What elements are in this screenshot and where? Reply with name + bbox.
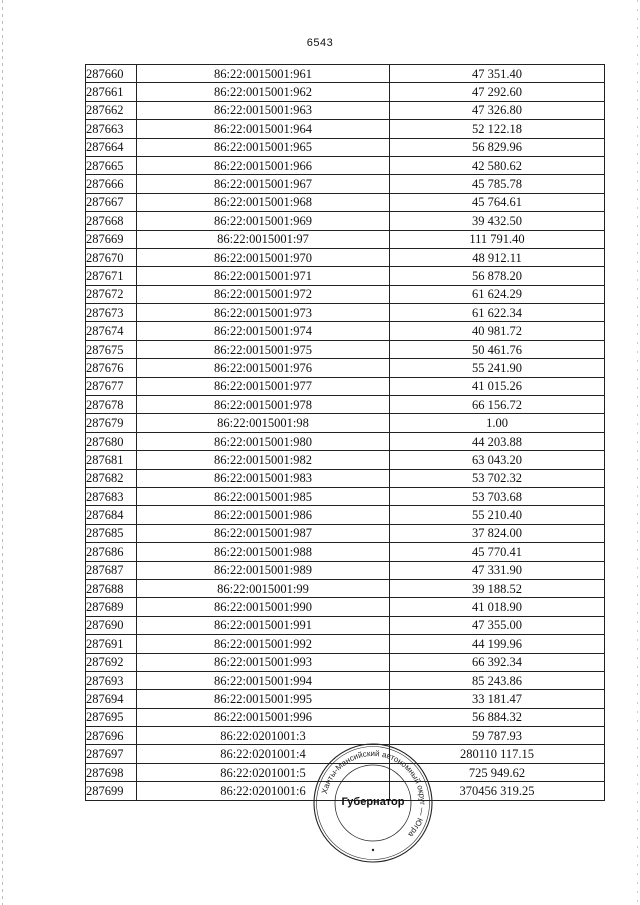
- row-number-cell: 287696: [86, 727, 137, 745]
- scan-edge-left: [2, 0, 3, 905]
- row-number-cell: 287674: [86, 322, 137, 340]
- value-cell: 48 912.11: [390, 248, 605, 266]
- value-cell: 42 580.62: [390, 156, 605, 174]
- row-number-cell: 287699: [86, 782, 137, 800]
- cadastral-number-cell: 86:22:0201001:4: [137, 745, 390, 763]
- value-cell: 44 199.96: [390, 635, 605, 653]
- cadastral-number-cell: 86:22:0015001:99: [137, 579, 390, 597]
- row-number-cell: 287689: [86, 598, 137, 616]
- value-cell: 47 326.80: [390, 101, 605, 119]
- value-cell: 85 243.86: [390, 671, 605, 689]
- value-cell: 111 791.40: [390, 230, 605, 248]
- cadastral-number-cell: 86:22:0015001:971: [137, 267, 390, 285]
- cadastral-number-cell: 86:22:0015001:973: [137, 304, 390, 322]
- table-row: [86, 322, 605, 340]
- row-number-cell: 287685: [86, 524, 137, 542]
- table-row: [86, 561, 605, 579]
- table-row: [86, 377, 605, 395]
- row-number-cell: 287666: [86, 175, 137, 193]
- value-cell: 725 949.62: [390, 763, 605, 781]
- cadastral-number-cell: 86:22:0015001:995: [137, 690, 390, 708]
- table-row: [86, 267, 605, 285]
- table-row: [86, 396, 605, 414]
- table-row: [86, 156, 605, 174]
- cadastral-number-cell: 86:22:0015001:982: [137, 451, 390, 469]
- row-number-cell: 287669: [86, 230, 137, 248]
- value-cell: 66 392.34: [390, 653, 605, 671]
- value-cell: 56 884.32: [390, 708, 605, 726]
- table-row: [86, 690, 605, 708]
- cadastral-number-cell: 86:22:0015001:996: [137, 708, 390, 726]
- value-cell: 39 188.52: [390, 579, 605, 597]
- value-cell: 45 770.41: [390, 543, 605, 561]
- table-row: [86, 175, 605, 193]
- table-row: [86, 616, 605, 634]
- row-number-cell: 287693: [86, 671, 137, 689]
- cadastral-number-cell: 86:22:0015001:97: [137, 230, 390, 248]
- cadastral-number-cell: 86:22:0015001:965: [137, 138, 390, 156]
- value-cell: 50 461.76: [390, 340, 605, 358]
- value-cell: 33 181.47: [390, 690, 605, 708]
- cadastral-number-cell: 86:22:0015001:972: [137, 285, 390, 303]
- table-row: [86, 138, 605, 156]
- registry-table-body: [86, 65, 605, 801]
- row-number-cell: 287682: [86, 469, 137, 487]
- cadastral-number-cell: 86:22:0015001:989: [137, 561, 390, 579]
- row-number-cell: 287672: [86, 285, 137, 303]
- row-number-cell: 287692: [86, 653, 137, 671]
- table-row: [86, 469, 605, 487]
- table-row: [86, 653, 605, 671]
- value-cell: 66 156.72: [390, 396, 605, 414]
- cadastral-number-cell: 86:22:0015001:976: [137, 359, 390, 377]
- cadastral-number-cell: 86:22:0015001:985: [137, 487, 390, 505]
- row-number-cell: 287683: [86, 487, 137, 505]
- cadastral-number-cell: 86:22:0015001:988: [137, 543, 390, 561]
- value-cell: 56 878.20: [390, 267, 605, 285]
- row-number-cell: 287691: [86, 635, 137, 653]
- cadastral-number-cell: 86:22:0201001:6: [137, 782, 390, 800]
- table-row: [86, 340, 605, 358]
- table-row: [86, 598, 605, 616]
- row-number-cell: 287676: [86, 359, 137, 377]
- row-number-cell: 287668: [86, 212, 137, 230]
- row-number-cell: 287673: [86, 304, 137, 322]
- cadastral-number-cell: 86:22:0015001:967: [137, 175, 390, 193]
- value-cell: 47 331.90: [390, 561, 605, 579]
- value-cell: 59 787.93: [390, 727, 605, 745]
- row-number-cell: 287663: [86, 120, 137, 138]
- cadastral-number-cell: 86:22:0015001:964: [137, 120, 390, 138]
- table-row: [86, 83, 605, 101]
- value-cell: 37 824.00: [390, 524, 605, 542]
- row-number-cell: 287688: [86, 579, 137, 597]
- value-cell: 53 703.68: [390, 487, 605, 505]
- value-cell: 61 622.34: [390, 304, 605, 322]
- row-number-cell: 287671: [86, 267, 137, 285]
- table-row: [86, 285, 605, 303]
- row-number-cell: 287690: [86, 616, 137, 634]
- page-number: 6543: [306, 37, 334, 49]
- cadastral-number-cell: 86:22:0015001:968: [137, 193, 390, 211]
- table-row: [86, 524, 605, 542]
- row-number-cell: 287687: [86, 561, 137, 579]
- value-cell: 45 764.61: [390, 193, 605, 211]
- cadastral-number-cell: 86:22:0015001:98: [137, 414, 390, 432]
- row-number-cell: 287678: [86, 396, 137, 414]
- row-number-cell: 287697: [86, 745, 137, 763]
- table-row: [86, 212, 605, 230]
- cadastral-number-cell: 86:22:0201001:5: [137, 763, 390, 781]
- cadastral-number-cell: 86:22:0015001:991: [137, 616, 390, 634]
- value-cell: 53 702.32: [390, 469, 605, 487]
- cadastral-number-cell: 86:22:0015001:993: [137, 653, 390, 671]
- row-number-cell: 287698: [86, 763, 137, 781]
- row-number-cell: 287680: [86, 432, 137, 450]
- value-cell: 56 829.96: [390, 138, 605, 156]
- cadastral-number-cell: 86:22:0015001:992: [137, 635, 390, 653]
- value-cell: 1.00: [390, 414, 605, 432]
- row-number-cell: 287661: [86, 83, 137, 101]
- value-cell: 55 210.40: [390, 506, 605, 524]
- table-row: [86, 230, 605, 248]
- row-number-cell: 287660: [86, 65, 137, 83]
- value-cell: 45 785.78: [390, 175, 605, 193]
- cadastral-number-cell: 86:22:0015001:963: [137, 101, 390, 119]
- table-row: [86, 359, 605, 377]
- value-cell: 39 432.50: [390, 212, 605, 230]
- value-cell: 41 015.26: [390, 377, 605, 395]
- cadastral-number-cell: 86:22:0015001:990: [137, 598, 390, 616]
- row-number-cell: 287675: [86, 340, 137, 358]
- value-cell: 52 122.18: [390, 120, 605, 138]
- table-row: [86, 671, 605, 689]
- table-row: [86, 432, 605, 450]
- cadastral-number-cell: 86:22:0015001:962: [137, 83, 390, 101]
- value-cell: 47 355.00: [390, 616, 605, 634]
- table-row: [86, 579, 605, 597]
- cadastral-number-cell: 86:22:0015001:994: [137, 671, 390, 689]
- registry-table: [85, 64, 605, 801]
- row-number-cell: 287664: [86, 138, 137, 156]
- row-number-cell: 287681: [86, 451, 137, 469]
- row-number-cell: 287662: [86, 101, 137, 119]
- seal-ring-text: Ханты-Мансийский автономный округ — Югра: [319, 748, 428, 839]
- seal-center-label: Губернатор: [341, 796, 405, 808]
- value-cell: 370456 319.25: [390, 782, 605, 800]
- cadastral-number-cell: 86:22:0015001:986: [137, 506, 390, 524]
- scan-edge-right: [637, 0, 638, 905]
- table-row: [86, 506, 605, 524]
- row-number-cell: 287679: [86, 414, 137, 432]
- table-row: [86, 65, 605, 83]
- table-row: [86, 487, 605, 505]
- row-number-cell: 287695: [86, 708, 137, 726]
- row-number-cell: 287665: [86, 156, 137, 174]
- cadastral-number-cell: 86:22:0201001:3: [137, 727, 390, 745]
- row-number-cell: 287684: [86, 506, 137, 524]
- value-cell: 280110 117.15: [390, 745, 605, 763]
- value-cell: 41 018.90: [390, 598, 605, 616]
- value-cell: 55 241.90: [390, 359, 605, 377]
- table-row: [86, 635, 605, 653]
- value-cell: 61 624.29: [390, 285, 605, 303]
- cadastral-number-cell: 86:22:0015001:974: [137, 322, 390, 340]
- table-row: [86, 451, 605, 469]
- table-row: [86, 193, 605, 211]
- cadastral-number-cell: 86:22:0015001:977: [137, 377, 390, 395]
- table-row: [86, 304, 605, 322]
- cadastral-number-cell: 86:22:0015001:980: [137, 432, 390, 450]
- value-cell: 40 981.72: [390, 322, 605, 340]
- value-cell: 44 203.88: [390, 432, 605, 450]
- value-cell: 47 292.60: [390, 83, 605, 101]
- table-row: [86, 708, 605, 726]
- cadastral-number-cell: 86:22:0015001:987: [137, 524, 390, 542]
- cadastral-number-cell: 86:22:0015001:983: [137, 469, 390, 487]
- table-row: [86, 120, 605, 138]
- row-number-cell: 287686: [86, 543, 137, 561]
- row-number-cell: 287670: [86, 248, 137, 266]
- table-row: [86, 101, 605, 119]
- cadastral-number-cell: 86:22:0015001:969: [137, 212, 390, 230]
- cadastral-number-cell: 86:22:0015001:961: [137, 65, 390, 83]
- cadastral-number-cell: 86:22:0015001:978: [137, 396, 390, 414]
- cadastral-number-cell: 86:22:0015001:966: [137, 156, 390, 174]
- cadastral-number-cell: 86:22:0015001:975: [137, 340, 390, 358]
- table-row: [86, 543, 605, 561]
- table-row: [86, 414, 605, 432]
- table-row: [86, 248, 605, 266]
- row-number-cell: 287694: [86, 690, 137, 708]
- value-cell: 47 351.40: [390, 65, 605, 83]
- row-number-cell: 287677: [86, 377, 137, 395]
- cadastral-number-cell: 86:22:0015001:970: [137, 248, 390, 266]
- row-number-cell: 287667: [86, 193, 137, 211]
- value-cell: 63 043.20: [390, 451, 605, 469]
